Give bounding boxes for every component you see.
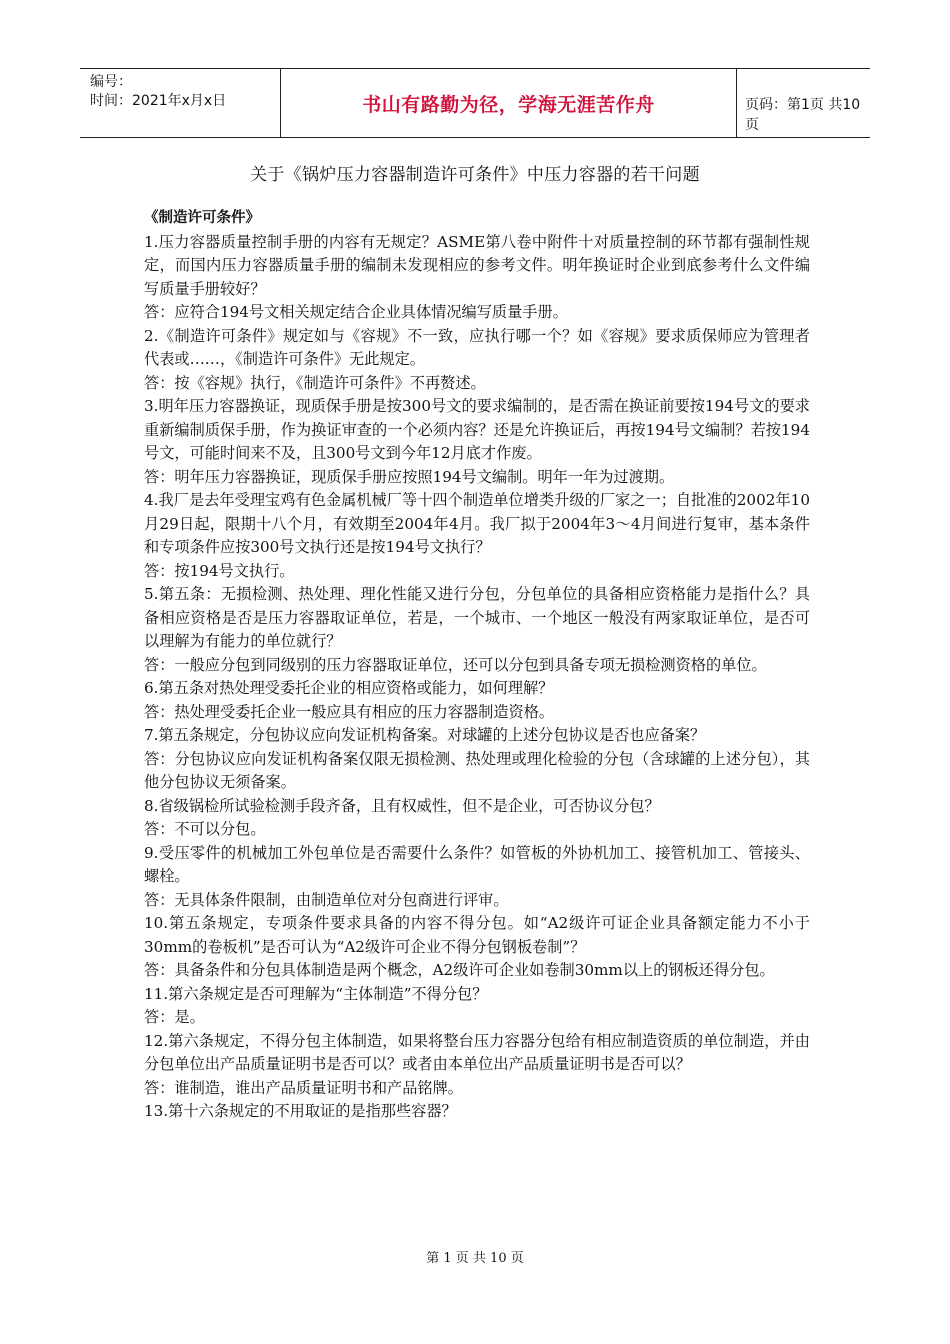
paragraph: 4.我厂是去年受理宝鸡有色金属机械厂等十四个制造单位增类升级的厂家之一；自批准的2002年10月29日起，限期十八个月，有效期至2004年4月。我厂拟于2004年3～4月间进行复审，基本条件和专项条件应按300号文执行还是按194号文执行？ <box>144 491 810 556</box>
paragraph: 8.省级锅检所试验检测手段齐备，且有权威性，但不是企业，可否协议分包？ <box>144 796 660 815</box>
paragraph: 答：分包协议应向发证机构备案仅限无损检测、热处理或理化检验的分包（含球罐的上述分包），其他分包协议无须备案。 <box>144 749 810 791</box>
section-heading: 《制造许可条件》 <box>144 210 260 226</box>
paragraph: 答：按194号文执行。 <box>144 561 295 580</box>
paragraph: 9.受压零件的机械加工外包单位是否需要什么条件？如管板的外协机加工、接管机加工、管接头、螺栓。 <box>144 843 810 885</box>
header-meta <box>90 73 226 111</box>
paragraph-list <box>144 231 810 1124</box>
header-motto: 书山有路勤为径，学海无涯苦作舟 <box>280 69 737 137</box>
paragraph: 答：应符合194号文相关规定结合企业具体情况编写质量手册。 <box>144 303 568 321</box>
paragraph: 答：热处理受委托企业一般应具有相应的压力容器制造资格。 <box>144 702 555 721</box>
paragraph: 10.第五条规定，专项条件要求具备的内容不得分包。如“A2级许可证企业具备额定能力不小于30mm的卷板机”是否可认为“A2级许可企业不得分包钢板卷制”？ <box>144 914 810 956</box>
paragraph: 5.第五条：无损检测、热处理、理化性能又进行分包，分包单位的具备相应资格能力是指什么？具备相应资格是否是压力容器取证单位，若是，一个城市、一个地区一般没有两家取证单位，是否可以理解为有能力的单位就行？ <box>144 585 810 650</box>
paragraph: 答：不可以分包。 <box>144 820 266 838</box>
paragraph: 1.压力容器质量控制手册的内容有无规定？ASME第八卷中附件十对质量控制的环节都有强制性规定，而国内压力容器质量手册的编制未发现相应的参考文件。明年换证时企业到底参考什么文件编写质量手册较好？ <box>144 232 810 298</box>
paragraph: 6.第五条对热处理受委托企业的相应资格或能力，如何理解？ <box>144 679 554 697</box>
paragraph: 答：谁制造，谁出产品质量证明书和产品铭牌。 <box>144 1078 463 1097</box>
paragraph: 3.明年压力容器换证，现质保手册是按300号文的要求编制的，是否需在换证前要按194号文的要求重新编制质保手册，作为换证审查的一个必须内容？还是允许换证后，再按194号文编制？若按194号文，可能时间来不及，且300号文到今年12月底才作废。 <box>144 397 810 462</box>
paragraph: 7.第五条规定，分包协议应向发证机构备案。对球罐的上述分包协议是否也应备案？ <box>144 726 706 744</box>
document-time-label: 时间：2021年x月x日 <box>90 93 227 109</box>
paragraph: 12.第六条规定，不得分包主体制造，如果将整台压力容器分包给有相应制造资质的单位制造，并由分包单位出产品质量证明书是否可以？或者由本单位出产品质量证明书是否可以？ <box>144 1031 810 1073</box>
page-footer: 第 1 页 共 10 页 <box>426 1251 524 1266</box>
paragraph: 答：一般应分包到同级别的压力容器取证单位，还可以分包到具备专项无损检测资格的单位。 <box>144 655 767 674</box>
document-body <box>144 207 810 1124</box>
paragraph: 答：具备条件和分包具体制造是两个概念，A2级许可企业如卷制30mm以上的钢板还得分包。 <box>144 961 775 979</box>
document-title: 关于《锅炉压力容器制造许可条件》中压力容器的若干问题 <box>250 165 700 185</box>
paragraph: 答：无具体条件限制，由制造单位对分包商进行评审。 <box>144 890 509 909</box>
paragraph: 11.第六条规定是否可理解为“主体制造”不得分包？ <box>144 984 488 1003</box>
paragraph: 2.《制造许可条件》规定如与《容规》不一致，应执行哪一个？如《容规》要求质保师应为管理者代表或……，《制造许可条件》无此规定。 <box>144 326 810 368</box>
page-header <box>80 68 870 138</box>
paragraph: 答：按《容规》执行，《制造许可条件》不再赘述。 <box>144 373 486 392</box>
paragraph: 答：是。 <box>144 1008 205 1026</box>
paragraph: 答：明年压力容器换证，现质保手册应按照194号文编制。明年一年为过渡期。 <box>144 467 675 486</box>
document-number-label: 编号： <box>90 74 132 90</box>
paragraph: 13.第十六条规定的不用取证的是指那些容器？ <box>144 1102 457 1120</box>
header-page-info: 页码：第1页 共10页 <box>745 97 861 133</box>
